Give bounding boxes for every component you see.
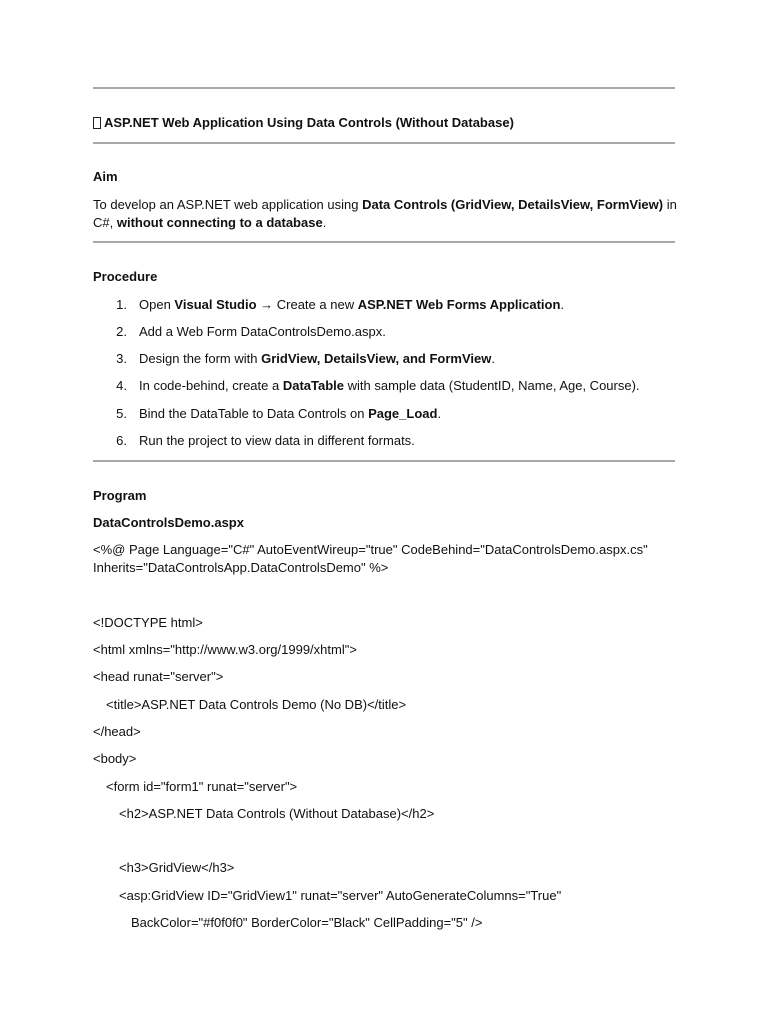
aim-text-line-2: C#, without connecting to a database. bbox=[93, 215, 327, 230]
document-title: ASP.NET Web Application Using Data Controls (Without Database) bbox=[93, 114, 675, 132]
code-line: Inherits="DataControlsApp.DataControlsDemo" %> bbox=[93, 560, 389, 575]
code-line: </head> bbox=[93, 724, 141, 739]
program-file-name: DataControlsDemo.aspx bbox=[93, 515, 244, 530]
code-line: BackColor="#f0f0f0" BorderColor="Black" CellPadding="5" /> bbox=[131, 915, 483, 930]
code-line: <h2>ASP.NET Data Controls (Without Database)</h2> bbox=[119, 806, 435, 821]
code-line: <title>ASP.NET Data Controls Demo (No DB)</title> bbox=[106, 697, 407, 712]
code-line: <head runat="server"> bbox=[93, 669, 224, 684]
code-line: <form id="form1" runat="server"> bbox=[106, 779, 298, 794]
code-line: <!DOCTYPE html> bbox=[93, 615, 203, 630]
horizontal-rule bbox=[93, 142, 675, 144]
code-line: <html xmlns="http://www.w3.org/1999/xhtml"> bbox=[93, 642, 357, 657]
horizontal-rule bbox=[93, 87, 675, 89]
code-line: <body> bbox=[93, 751, 137, 766]
horizontal-rule bbox=[93, 241, 675, 243]
aim-text-line-1: To develop an ASP.NET web application using Data Controls (GridView, DetailsView, FormView) in bbox=[93, 197, 677, 212]
procedure-heading: Procedure bbox=[93, 269, 158, 284]
code-line: <%@ Page Language="C#" AutoEventWireup="true" CodeBehind="DataControlsDemo.aspx.cs" bbox=[93, 542, 648, 557]
code-line: <asp:GridView ID="GridView1" runat="server" AutoGenerateColumns="True" bbox=[119, 888, 562, 903]
missing-glyph-icon bbox=[93, 117, 101, 129]
horizontal-rule bbox=[93, 460, 675, 462]
code-line: <h3>GridView</h3> bbox=[119, 860, 235, 875]
program-heading: Program bbox=[93, 488, 147, 503]
aim-heading: Aim bbox=[93, 169, 118, 184]
